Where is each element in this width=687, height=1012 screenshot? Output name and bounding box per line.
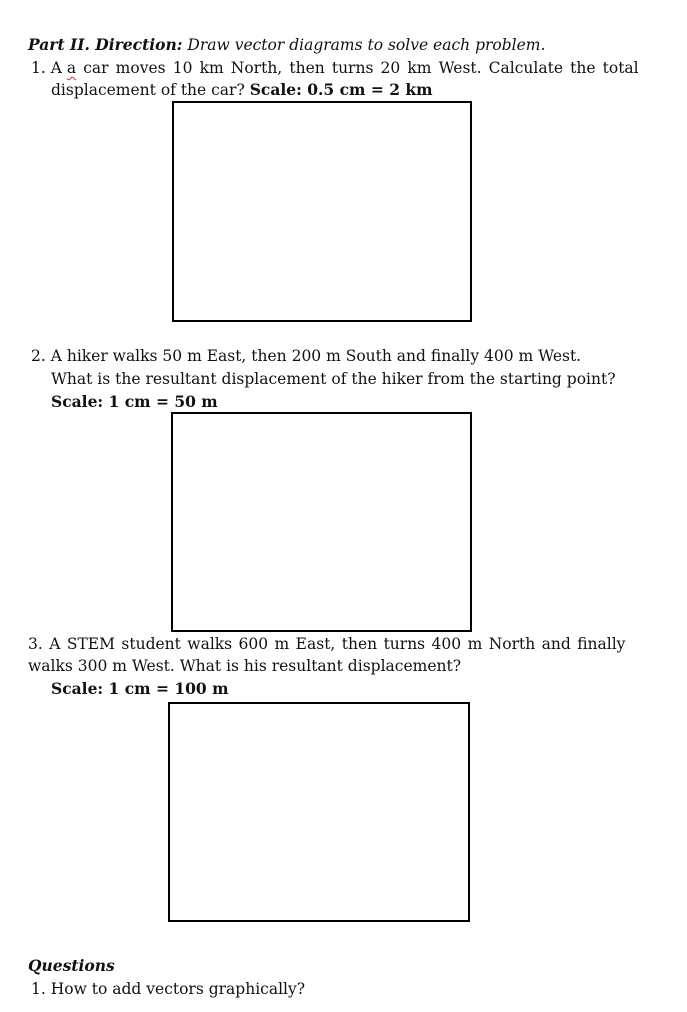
problem-2-answer-box[interactable] <box>171 412 472 632</box>
question-item: 1. How to add vectors graphically? <box>31 980 306 998</box>
problem-2-scale: Scale: 1 cm = 50 m <box>51 392 218 411</box>
problem-1-text-start: 1. A <box>31 59 67 77</box>
part2-heading-label: Part II. Direction: <box>28 35 183 54</box>
problem-1-line-1 <box>31 58 674 78</box>
problem-1-answer-box[interactable] <box>172 101 472 322</box>
problem-1-text-cont: displacement of the car? <box>51 81 250 99</box>
problem-2-line-2: What is the resultant displacement of the hiker from the starting point? <box>51 370 616 388</box>
problem-3-line-1: 3. A STEM student walks 600 m East, then turns 400 m North and finally <box>28 635 626 653</box>
problem-1-scale: Scale: 0.5 cm = 2 km <box>249 80 433 99</box>
spellcheck-flagged-word: a <box>66 59 77 77</box>
questions-heading: Questions <box>28 956 115 975</box>
problem-1-text-end: car moves 10 km North, then turns 20 km West. Calculate the total <box>76 59 639 77</box>
problem-3-line-2: walks 300 m West. What is his resultant displacement? <box>28 657 462 675</box>
problem-1-line-2 <box>51 80 433 100</box>
problem-2-line-1: 2. A hiker walks 50 m East, then 200 m South and finally 400 m West. <box>31 347 582 365</box>
problem-3-answer-box[interactable] <box>168 702 470 922</box>
part2-heading <box>28 35 545 55</box>
part2-direction-text: Draw vector diagrams to solve each problem. <box>187 36 546 54</box>
problem-3-scale: Scale: 1 cm = 100 m <box>51 679 229 698</box>
